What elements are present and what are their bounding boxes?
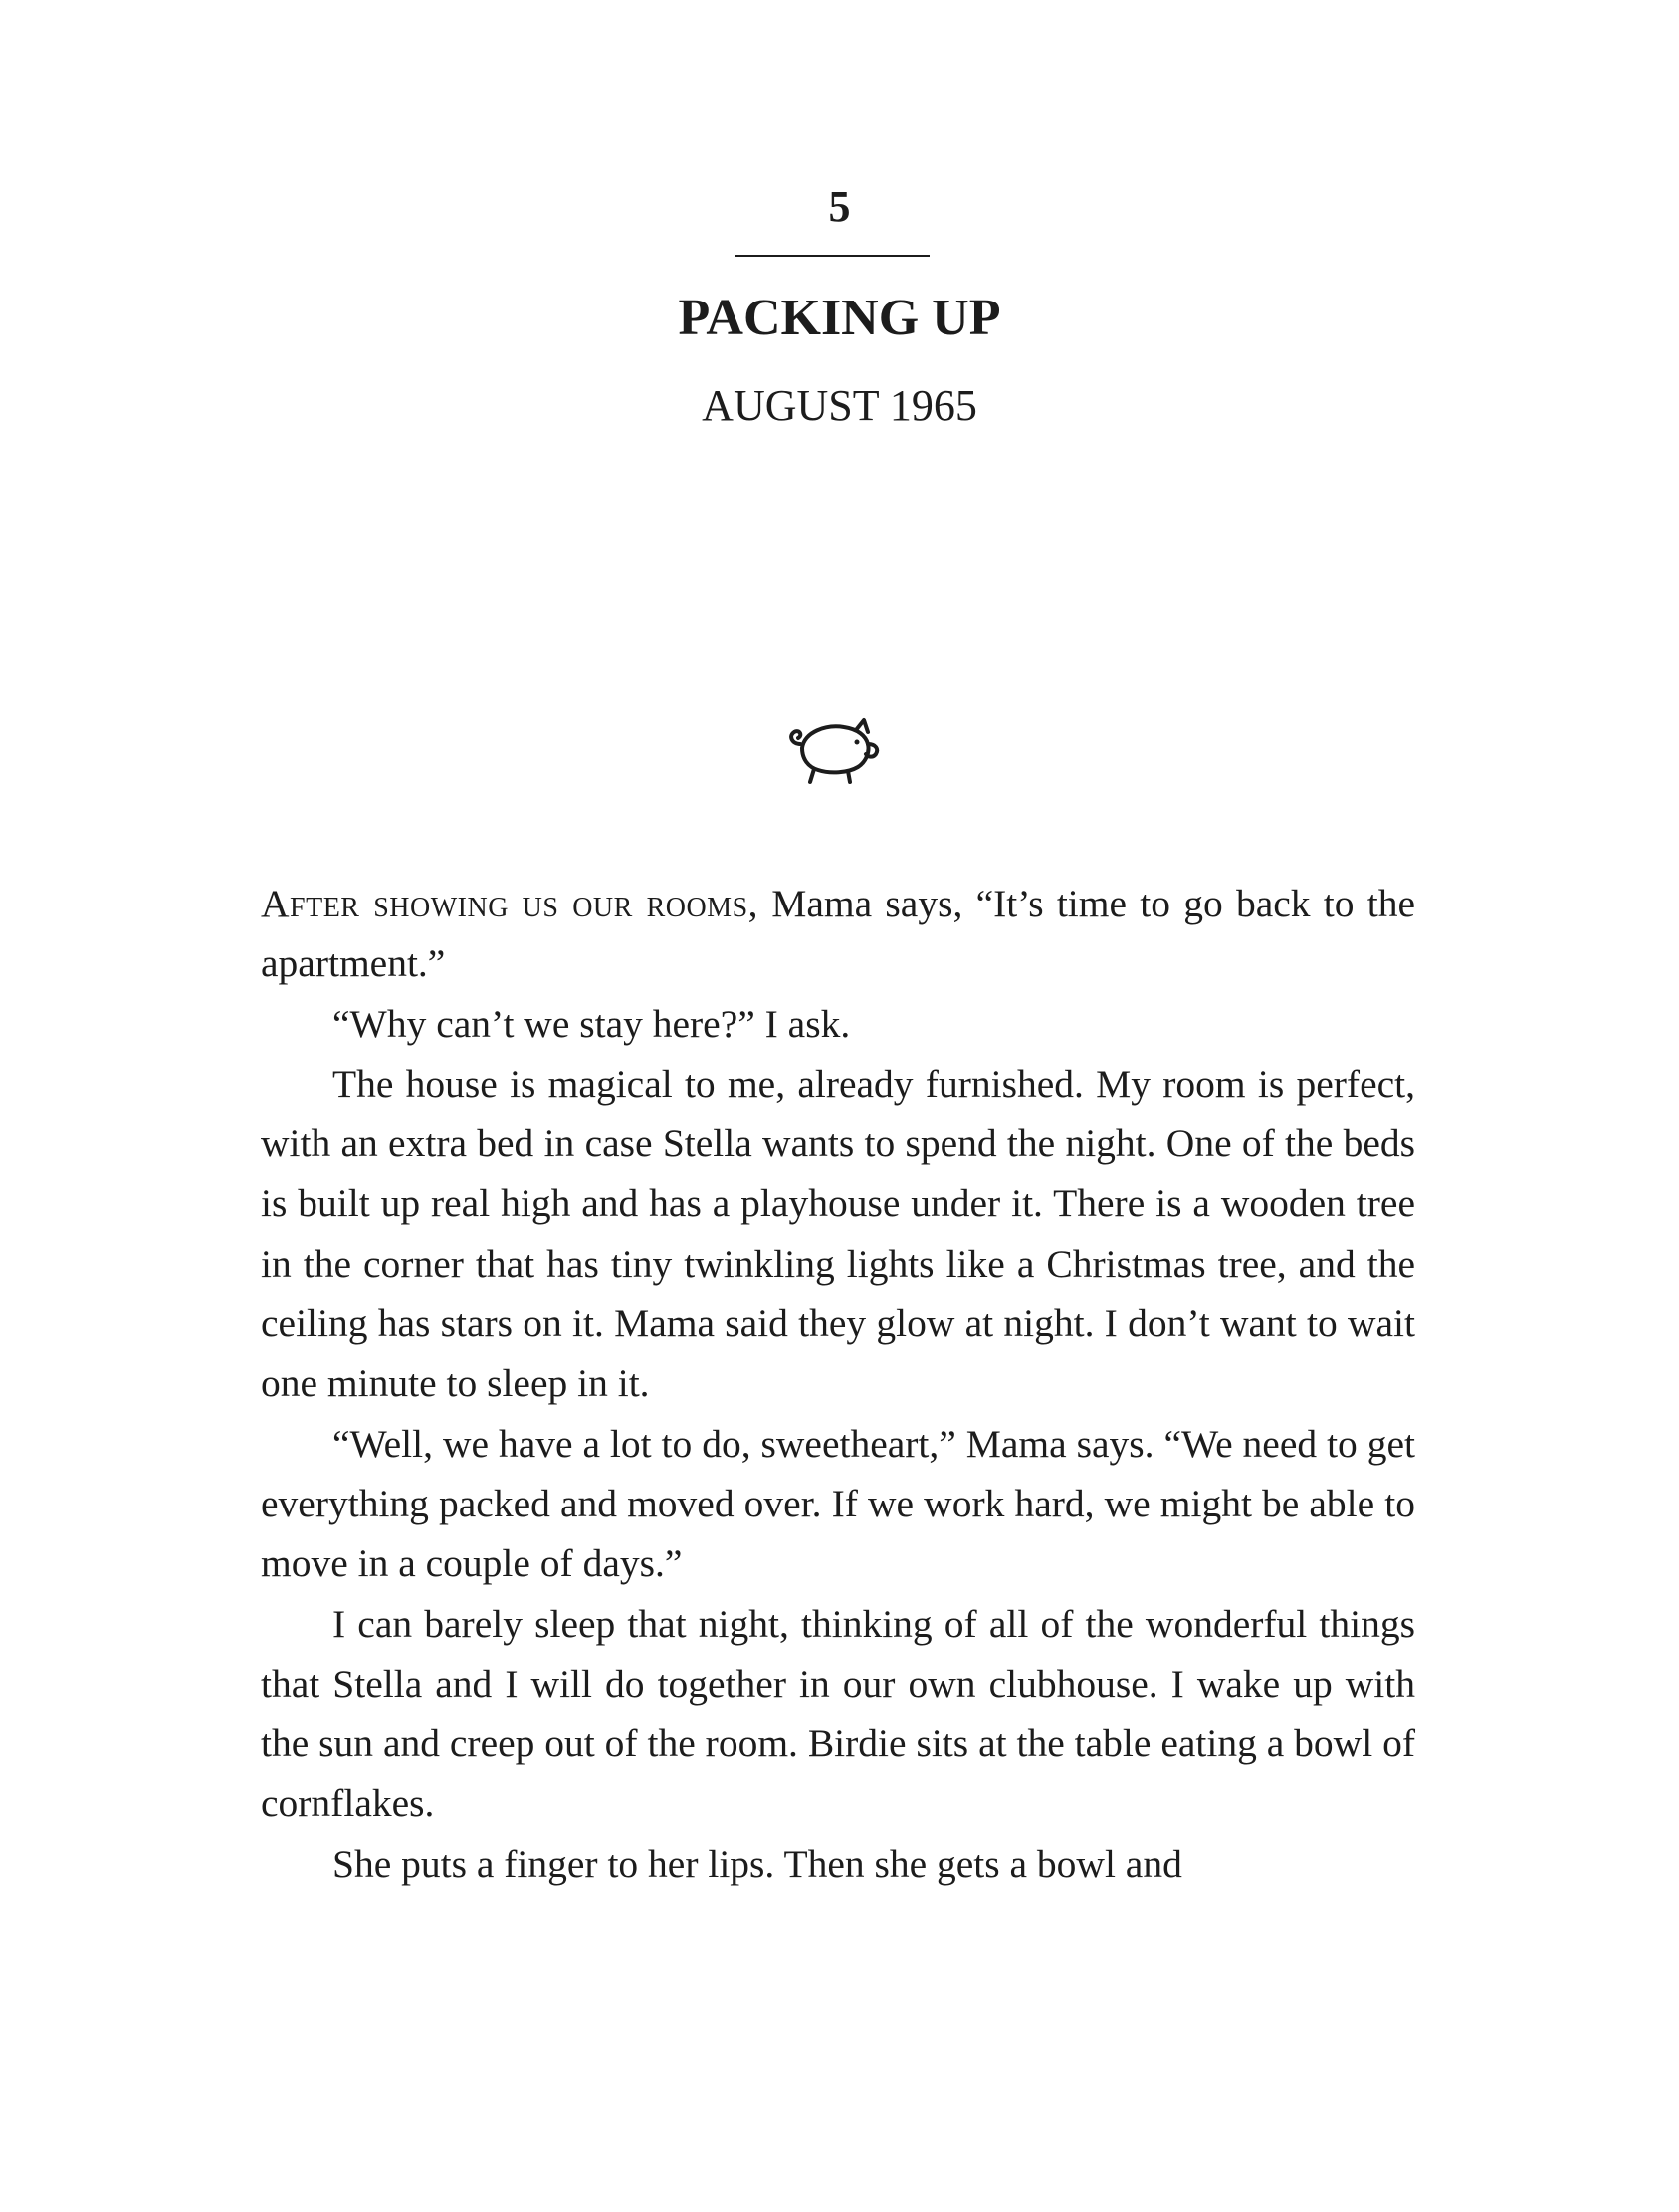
chapter-body xyxy=(261,874,1415,1894)
paragraph-2: “Why can’t we stay here?” I ask. xyxy=(332,1001,851,1046)
chapter-number: 5 xyxy=(828,182,851,231)
chapter-divider-rule xyxy=(735,255,930,257)
pig-icon xyxy=(778,714,888,794)
lead-in-smallcaps: After showing us our rooms, xyxy=(261,882,759,925)
chapter-date: AUGUST 1965 xyxy=(702,381,977,430)
paragraph-4: “Well, we have a lot to do, sweetheart,” Mama says. “We need to get everything packed and moved over. If we work hard, we might be able to move in a couple of days.” xyxy=(261,1421,1415,1586)
paragraph-6: She puts a finger to her lips. Then she gets a bowl and xyxy=(332,1841,1182,1886)
paragraph-5: I can barely sleep that night, thinking of all of the wonderful things that Stella and I will do together in our own clubhouse. I wake up with the sun and creep out of the room. Birdie sits at the table eating a bowl of cornflakes. xyxy=(261,1601,1415,1826)
chapter-title: PACKING UP xyxy=(678,290,1001,346)
paragraph-3: The house is magical to me, already furnished. My room is perfect, with an extra bed in case Stella wants to spend the night. One of the beds is built up real high and has a playhouse under it. There is a wooden tree in the corner that has tiny twinkling lights like a Christmas tree, and the ceiling has stars on it. Mama said they glow at night. I don’t want to wait one minute to sleep in it. xyxy=(261,1061,1415,1406)
paragraph-1-text: Mama says, “It’s time to go back to the apartment.” xyxy=(261,882,1415,986)
paragraph-1 xyxy=(261,874,1415,994)
